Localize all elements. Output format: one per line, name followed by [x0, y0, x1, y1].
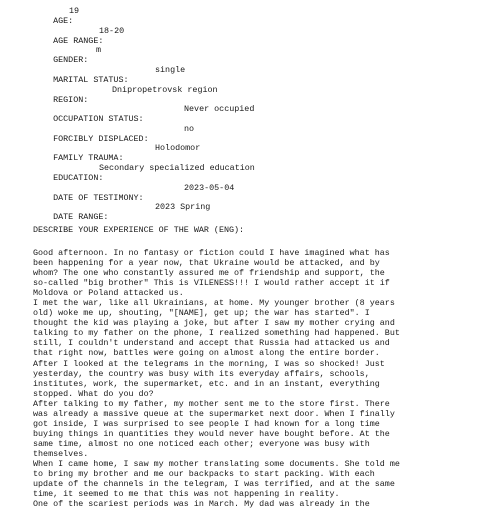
- testimony-line: When I came home, I saw my mother translating some documents. She told me: [33, 458, 400, 469]
- testimony-line: so-called "big brother" This is VILENESS!!! I would rather accept it if: [33, 278, 390, 289]
- testimony-line: yesterday, the country was busy with its everyday affairs, schools,: [33, 368, 370, 379]
- testimony-line: talking to my father on the phone, I realized something had happened. But: [33, 328, 400, 339]
- testimony-line: that right now, battles were going on almost along the entire border.: [33, 348, 380, 359]
- field-family-trauma-value: Holodomor: [155, 143, 201, 153]
- testimony-line: update of the channels in the telegram, I was terrified, and at the same: [33, 479, 395, 490]
- testimony-line: same time, almost no one noticed each other; everyone was busy with: [33, 438, 370, 449]
- testimony-line: One of the scariest periods was in March. My dad was already in the: [33, 499, 370, 509]
- field-forcibly-displaced-label: FORCIBLY DISPLACED:: [53, 134, 149, 144]
- field-age-label: AGE:: [53, 16, 74, 26]
- field-gender-label: GENDER:: [53, 55, 89, 65]
- field-date-range-value: 2023 Spring: [155, 202, 211, 212]
- field-occupation-status-value: Never occupied: [184, 104, 255, 114]
- field-education-value: Secondary specialized education: [99, 163, 255, 173]
- field-age-range-value: 18-20: [99, 26, 125, 36]
- field-date-of-testimony-value: 2023-05-04: [184, 183, 235, 193]
- field-date-of-testimony-label: DATE OF TESTIMONY:: [53, 193, 144, 203]
- testimony-line: whom? The one who constantly assured me of friendship and support, the: [33, 268, 385, 279]
- testimony-line: buying things in quantities they would never have bought before. At the: [33, 428, 390, 439]
- testimony-line: to bring my brother and me our backpacks to start packing. With each: [33, 469, 375, 480]
- testimony-line: been happening for a year now, that Ukraine would be attacked, and by: [33, 258, 380, 269]
- testimony-line: still, I couldn't understand and accept that Russia had attacked us and: [33, 338, 390, 349]
- testimony-line: themselves.: [33, 448, 89, 459]
- testimony-line: time, it seemed to me that this was not happening in reality.: [33, 489, 340, 500]
- testimony-line: old) woke me up, shouting, "[NAME], get up; the war has started". I: [33, 308, 370, 319]
- field-region-value: Dnipropetrovsk region: [112, 85, 218, 95]
- testimony-line: got inside, I was surprised to see people I had known for a long time: [33, 418, 380, 429]
- testimony-line: Moldova or Poland attacked us.: [33, 288, 184, 299]
- testimony-line: Good afternoon. In no fantasy or fiction could I have imagined what has: [33, 248, 390, 258]
- testimony-line: institutes, work, the supermarket, etc. and in an instant, everything: [33, 378, 380, 389]
- testimony-line: thought the kid was playing a joke, but after I saw my mother crying and: [33, 318, 395, 329]
- field-gender-value: m: [96, 45, 102, 55]
- testimony-line: I met the war, like all Ukrainians, at home. My younger brother (8 years: [33, 298, 395, 309]
- field-marital-status-label: MARITAL STATUS:: [53, 75, 129, 85]
- field-marital-status-value: single: [155, 65, 186, 75]
- field-forcibly-displaced-value: no: [184, 124, 195, 134]
- testimony-line: After talking to my father, my mother sent me to the store first. There: [33, 398, 390, 409]
- field-region-label: REGION:: [53, 95, 89, 105]
- field-education-label: EDUCATION:: [53, 173, 104, 183]
- testimony-body: [33, 248, 493, 509]
- field-age-range-label: AGE RANGE:: [53, 36, 104, 46]
- section-heading: DESCRIBE YOUR EXPERIENCE OF THE WAR (ENG):: [33, 225, 245, 235]
- field-family-trauma-label: FAMILY TRAUMA:: [53, 153, 124, 163]
- testimony-line: After I looked at the telegrams in the morning, I was so shocked! Just: [33, 358, 385, 369]
- field-age-value: 19: [69, 6, 80, 16]
- testimony-line: stopped. What do you do?: [33, 388, 154, 399]
- field-date-range-label: DATE RANGE:: [53, 212, 109, 222]
- field-occupation-status-label: OCCUPATION STATUS:: [53, 114, 144, 124]
- testimony-line: was already a massive queue at the supermarket next door. When I finally: [33, 408, 395, 419]
